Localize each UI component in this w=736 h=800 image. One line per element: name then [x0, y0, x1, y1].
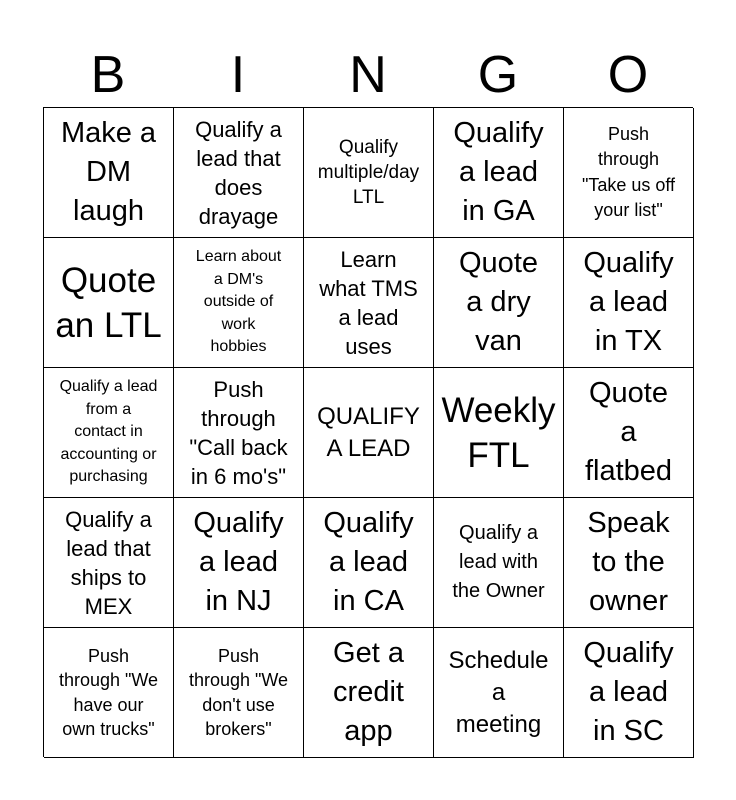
bingo-cell[interactable]: [434, 628, 564, 758]
header-letter-b: B: [90, 46, 126, 104]
header-letter-i: I: [230, 46, 246, 104]
bingo-cell[interactable]: [304, 368, 434, 498]
bingo-cell-text: Learn what TMS a lead uses: [319, 246, 418, 359]
bingo-cell-text: Push through "We have our own trucks": [58, 645, 159, 739]
bingo-header: [43, 44, 693, 106]
bingo-cell[interactable]: [304, 238, 434, 368]
bingo-cell-text: Qualify a lead in SC: [583, 637, 674, 747]
bingo-cell[interactable]: [174, 238, 304, 368]
bingo-cell[interactable]: [434, 498, 564, 628]
bingo-cell[interactable]: [44, 498, 174, 628]
bingo-cell[interactable]: [564, 238, 694, 368]
bingo-cell-text: Qualify a lead in TX: [583, 247, 674, 357]
header-letter-o: O: [607, 46, 649, 104]
bingo-cell-text: Qualify a lead in NJ: [193, 507, 284, 617]
bingo-cell[interactable]: [564, 628, 694, 758]
bingo-cell[interactable]: [304, 498, 434, 628]
bingo-cell-text: Speak to the owner: [587, 507, 670, 617]
header-letter-g: G: [477, 46, 519, 104]
bingo-cell-text: QUALIFY A LEAD: [317, 402, 420, 462]
bingo-cell[interactable]: [434, 368, 564, 498]
bingo-cell-text: Qualify a lead in CA: [323, 507, 414, 617]
bingo-card-grid: [43, 107, 693, 757]
bingo-cell-text: Quote a dry van: [459, 247, 538, 357]
bingo-cell-text: Schedule a meeting: [448, 646, 549, 738]
bingo-cell-text: Learn about a DM's outside of work hobbies: [195, 248, 282, 356]
bingo-cell-text: Push through "Call back in 6 mo's": [189, 376, 288, 489]
bingo-cell-text: Push through "We don't use brokers": [188, 645, 289, 739]
bingo-cell-text: Push through "Take us off your list": [581, 123, 676, 220]
bingo-cell-text: Qualify a lead that does drayage: [195, 116, 282, 229]
bingo-cell[interactable]: [44, 238, 174, 368]
bingo-cell[interactable]: [44, 628, 174, 758]
bingo-cell-text: Quote an LTL: [55, 260, 162, 345]
bingo-cell-text: Weekly FTL: [441, 390, 556, 475]
bingo-cell[interactable]: [44, 368, 174, 498]
bingo-cell-text: Quote a flatbed: [584, 377, 673, 487]
bingo-cell-text: Qualify a lead in GA: [453, 117, 544, 227]
bingo-cell-text: Qualify a lead from a contact in accounting or purchasing: [59, 378, 158, 486]
bingo-cell[interactable]: [174, 368, 304, 498]
bingo-cell-text: Qualify a lead with the Owner: [452, 522, 545, 602]
bingo-cell[interactable]: [304, 628, 434, 758]
bingo-cell[interactable]: [174, 108, 304, 238]
bingo-cell-text: Make a DM laugh: [60, 117, 157, 227]
bingo-cell[interactable]: [434, 238, 564, 368]
bingo-cell[interactable]: [44, 108, 174, 238]
bingo-cell-text: Qualify multiple/day LTL: [317, 137, 420, 208]
bingo-cell[interactable]: [434, 108, 564, 238]
bingo-cell-text: Get a credit app: [333, 637, 404, 747]
bingo-cell[interactable]: [174, 498, 304, 628]
bingo-cell[interactable]: [304, 108, 434, 238]
bingo-cell[interactable]: [564, 498, 694, 628]
bingo-cell[interactable]: [174, 628, 304, 758]
header-letter-n: N: [349, 46, 387, 104]
bingo-cell[interactable]: [564, 368, 694, 498]
bingo-cell[interactable]: [564, 108, 694, 238]
bingo-cell-text: Qualify a lead that ships to MEX: [65, 506, 152, 619]
